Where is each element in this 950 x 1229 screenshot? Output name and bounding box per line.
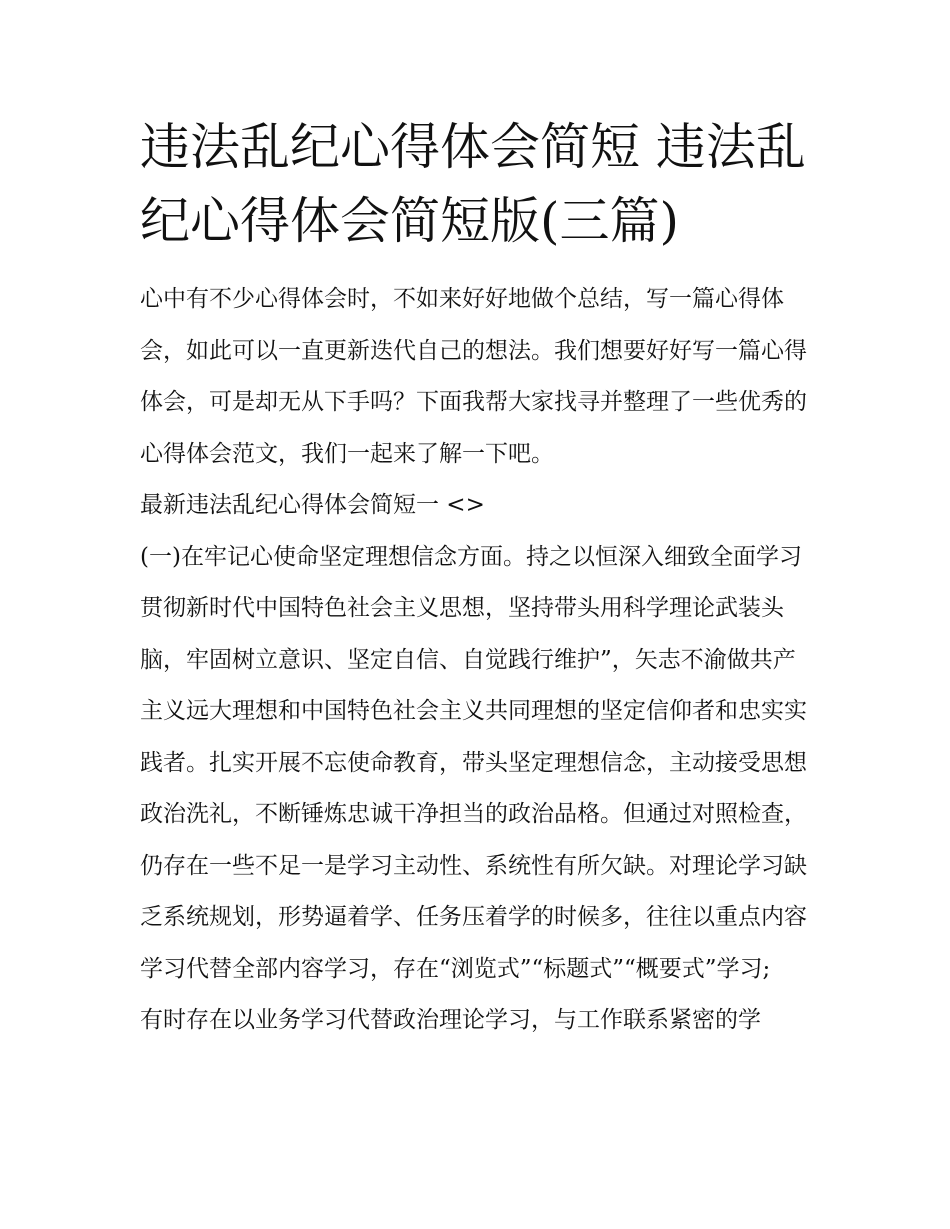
body-paragraph: 有时存在以业务学习代替政治理论学习，与工作联系紧密的学 [140,1007,761,1033]
document-body [140,274,812,1047]
body-paragraph: (一)在牢记心使命坚定理想信念方面。持之以恒深入细致全面学习贯彻新时代中国特色社会主义思想，坚持带头用科学理论武装头脑，牢固树立意识、坚定自信、自觉践行维护”，矢志不渝做共产主义远大理想和中国特色社会主义共同理想的坚定信仰者和忠实实践者。扎实开展不忘使命教育，带头坚定理想信念，主动接受思想政治洗礼，不断锤炼忠诚干净担当的政治品格。但通过对照检查，仍存在一些不足一是学习主动性、系统性有所欠缺。对理论学习缺乏系统规划，形势逼着学、任务压着学的时候多，往往以重点内容学习代替全部内容学习，存在“浏览式”“标题式”“概要式”学习; [140,543,807,982]
document-title: 违法乱纪心得体会简短 违法乱纪心得体会简短版(三篇) [140,118,806,250]
intro-paragraph: 心中有不少心得体会时，不如来好好地做个总结，写一篇心得体会，如此可以一直更新迭代自己的想法。我们想要好好写一篇心得体会，可是却无从下手吗？下面我帮大家找寻并整理了一些优秀的心得体会范文，我们一起来了解一下吧。 [140,286,807,467]
section-heading: 最新违法乱纪心得体会简短一 <> [140,492,485,518]
